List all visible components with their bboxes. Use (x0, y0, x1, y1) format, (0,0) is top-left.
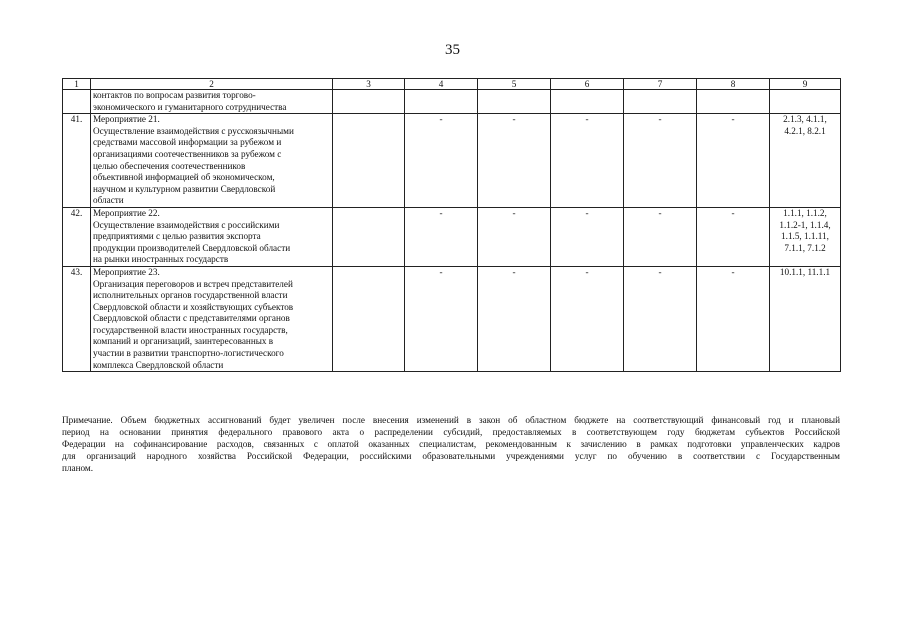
cell-col6: - (551, 266, 624, 371)
cell-col3 (333, 114, 405, 208)
text-line: средствами массовой информации за рубежом и (93, 137, 282, 148)
code-line: 2.1.3, 4.1.1, (783, 114, 827, 125)
footnote (62, 414, 840, 474)
header-col-8: 8 (697, 79, 770, 90)
text-line: объективной информацией об экономическом, (93, 172, 275, 183)
cell-col4: - (405, 266, 478, 371)
cell-col6: - (551, 114, 624, 208)
cell-col5: - (478, 266, 551, 371)
text-line: области (93, 195, 124, 206)
code-line: 1.1.1, 1.1.2, (783, 207, 827, 218)
cell-codes (770, 114, 841, 208)
cell-col3 (333, 207, 405, 266)
header-col-7: 7 (624, 79, 697, 90)
header-col-3: 3 (333, 79, 405, 90)
cell-col4: - (405, 114, 478, 208)
header-col-2: 2 (91, 79, 333, 90)
header-col-6: 6 (551, 79, 624, 90)
text-line: предприятиями с целью развития экспорта (93, 231, 261, 242)
cell-num: 42. (63, 207, 91, 266)
cell-col3 (333, 266, 405, 371)
text-line: экономического и гуманитарного сотрудничества (93, 101, 287, 112)
cell-col5: - (478, 114, 551, 208)
text-line: Осуществление взаимодействия с русскоязычными (93, 125, 294, 136)
cell-col5: - (478, 207, 551, 266)
cell-title (91, 90, 333, 114)
cell-col6: - (551, 207, 624, 266)
code-line: 7.1.1, 7.1.2 (784, 242, 826, 253)
table-row-43 (63, 266, 841, 371)
text-line: продукции производителей Свердловской области (93, 242, 291, 253)
note-line: Примечание. Объем бюджетных ассигнований будет увеличен после внесения изменений в закон об областном бюджете на соответствующий финансовый год и плановый (62, 415, 840, 425)
text-line: Мероприятие 21. (93, 114, 160, 125)
cell-col8: - (697, 114, 770, 208)
code-line: 10.1.1, 11.1.1 (779, 266, 831, 277)
text-line: Мероприятие 22. (93, 207, 160, 218)
cell-num: 41. (63, 114, 91, 208)
code-line: 1.1.2-1, 1.1.4, (779, 219, 831, 230)
text-line: компаний и организаций, заинтересованных в (93, 336, 274, 347)
table-row-42 (63, 207, 841, 266)
continuation-row (63, 90, 841, 114)
cell-codes (770, 207, 841, 266)
text-line: Свердловской области с представителями органов (93, 313, 290, 324)
cell-num (63, 90, 91, 114)
note-line: планом. (62, 463, 94, 473)
text-line: контактов по вопросам развития торгово- (93, 90, 256, 100)
note-line: период на основании принятия федерального правового акта о распределении субсидий, предоставляемых в соответствующем году бюджетам субъектов Российской (62, 427, 840, 437)
text-line: Свердловской области и хозяйствующих субъектов (93, 301, 294, 312)
cell-codes (770, 266, 841, 371)
text-line: государственной власти иностранных государств, (93, 324, 288, 335)
note-line: Федерации на софинансирование расходов, связанных с оплатой оказанных специалистам, рекомендованным к зачислению в рамках подготовки управленческих кадров (62, 439, 840, 449)
cell-title (91, 207, 333, 266)
text-line: участии в развитии транспортно-логистического (93, 348, 284, 359)
text-line: научном и культурном развитии Свердловской (93, 183, 276, 194)
cell-num: 43. (63, 266, 91, 371)
header-col-5: 5 (478, 79, 551, 90)
header-col-1: 1 (63, 79, 91, 90)
text-line: Мероприятие 23. (93, 266, 160, 277)
measures-table (62, 78, 841, 372)
cell-title (91, 266, 333, 371)
text-line: организациями соотечественников за рубежом с (93, 148, 282, 159)
code-line: 4.2.1, 8.2.1 (784, 125, 826, 136)
cell-title (91, 114, 333, 208)
header-col-9: 9 (770, 79, 841, 90)
code-line: 1.1.5, 1.1.11, (781, 231, 829, 242)
cell-col4: - (405, 207, 478, 266)
text-line: на рынки иностранных государств (93, 254, 229, 265)
text-line: целью обеспечения соотечественников (93, 160, 246, 171)
header-col-4: 4 (405, 79, 478, 90)
cell-col7: - (624, 207, 697, 266)
table-row-41 (63, 114, 841, 208)
cell-col8: - (697, 266, 770, 371)
text-line: Осуществление взаимодействия с российскими (93, 219, 280, 230)
note-line: для организаций народного хозяйства Российской Федерации, российскими образовательными учреждениями услуг по обучению в соответствии с Государственным (62, 451, 840, 461)
cell-col7: - (624, 114, 697, 208)
text-line: исполнительных органов государственной власти (93, 290, 288, 301)
page-number: 35 (445, 42, 460, 58)
cell-col8: - (697, 207, 770, 266)
text-line: Организация переговоров и встреч представителей (93, 278, 293, 289)
cell-col7: - (624, 266, 697, 371)
text-line: комплекса Свердловской области (93, 359, 224, 370)
header-row (63, 79, 841, 90)
